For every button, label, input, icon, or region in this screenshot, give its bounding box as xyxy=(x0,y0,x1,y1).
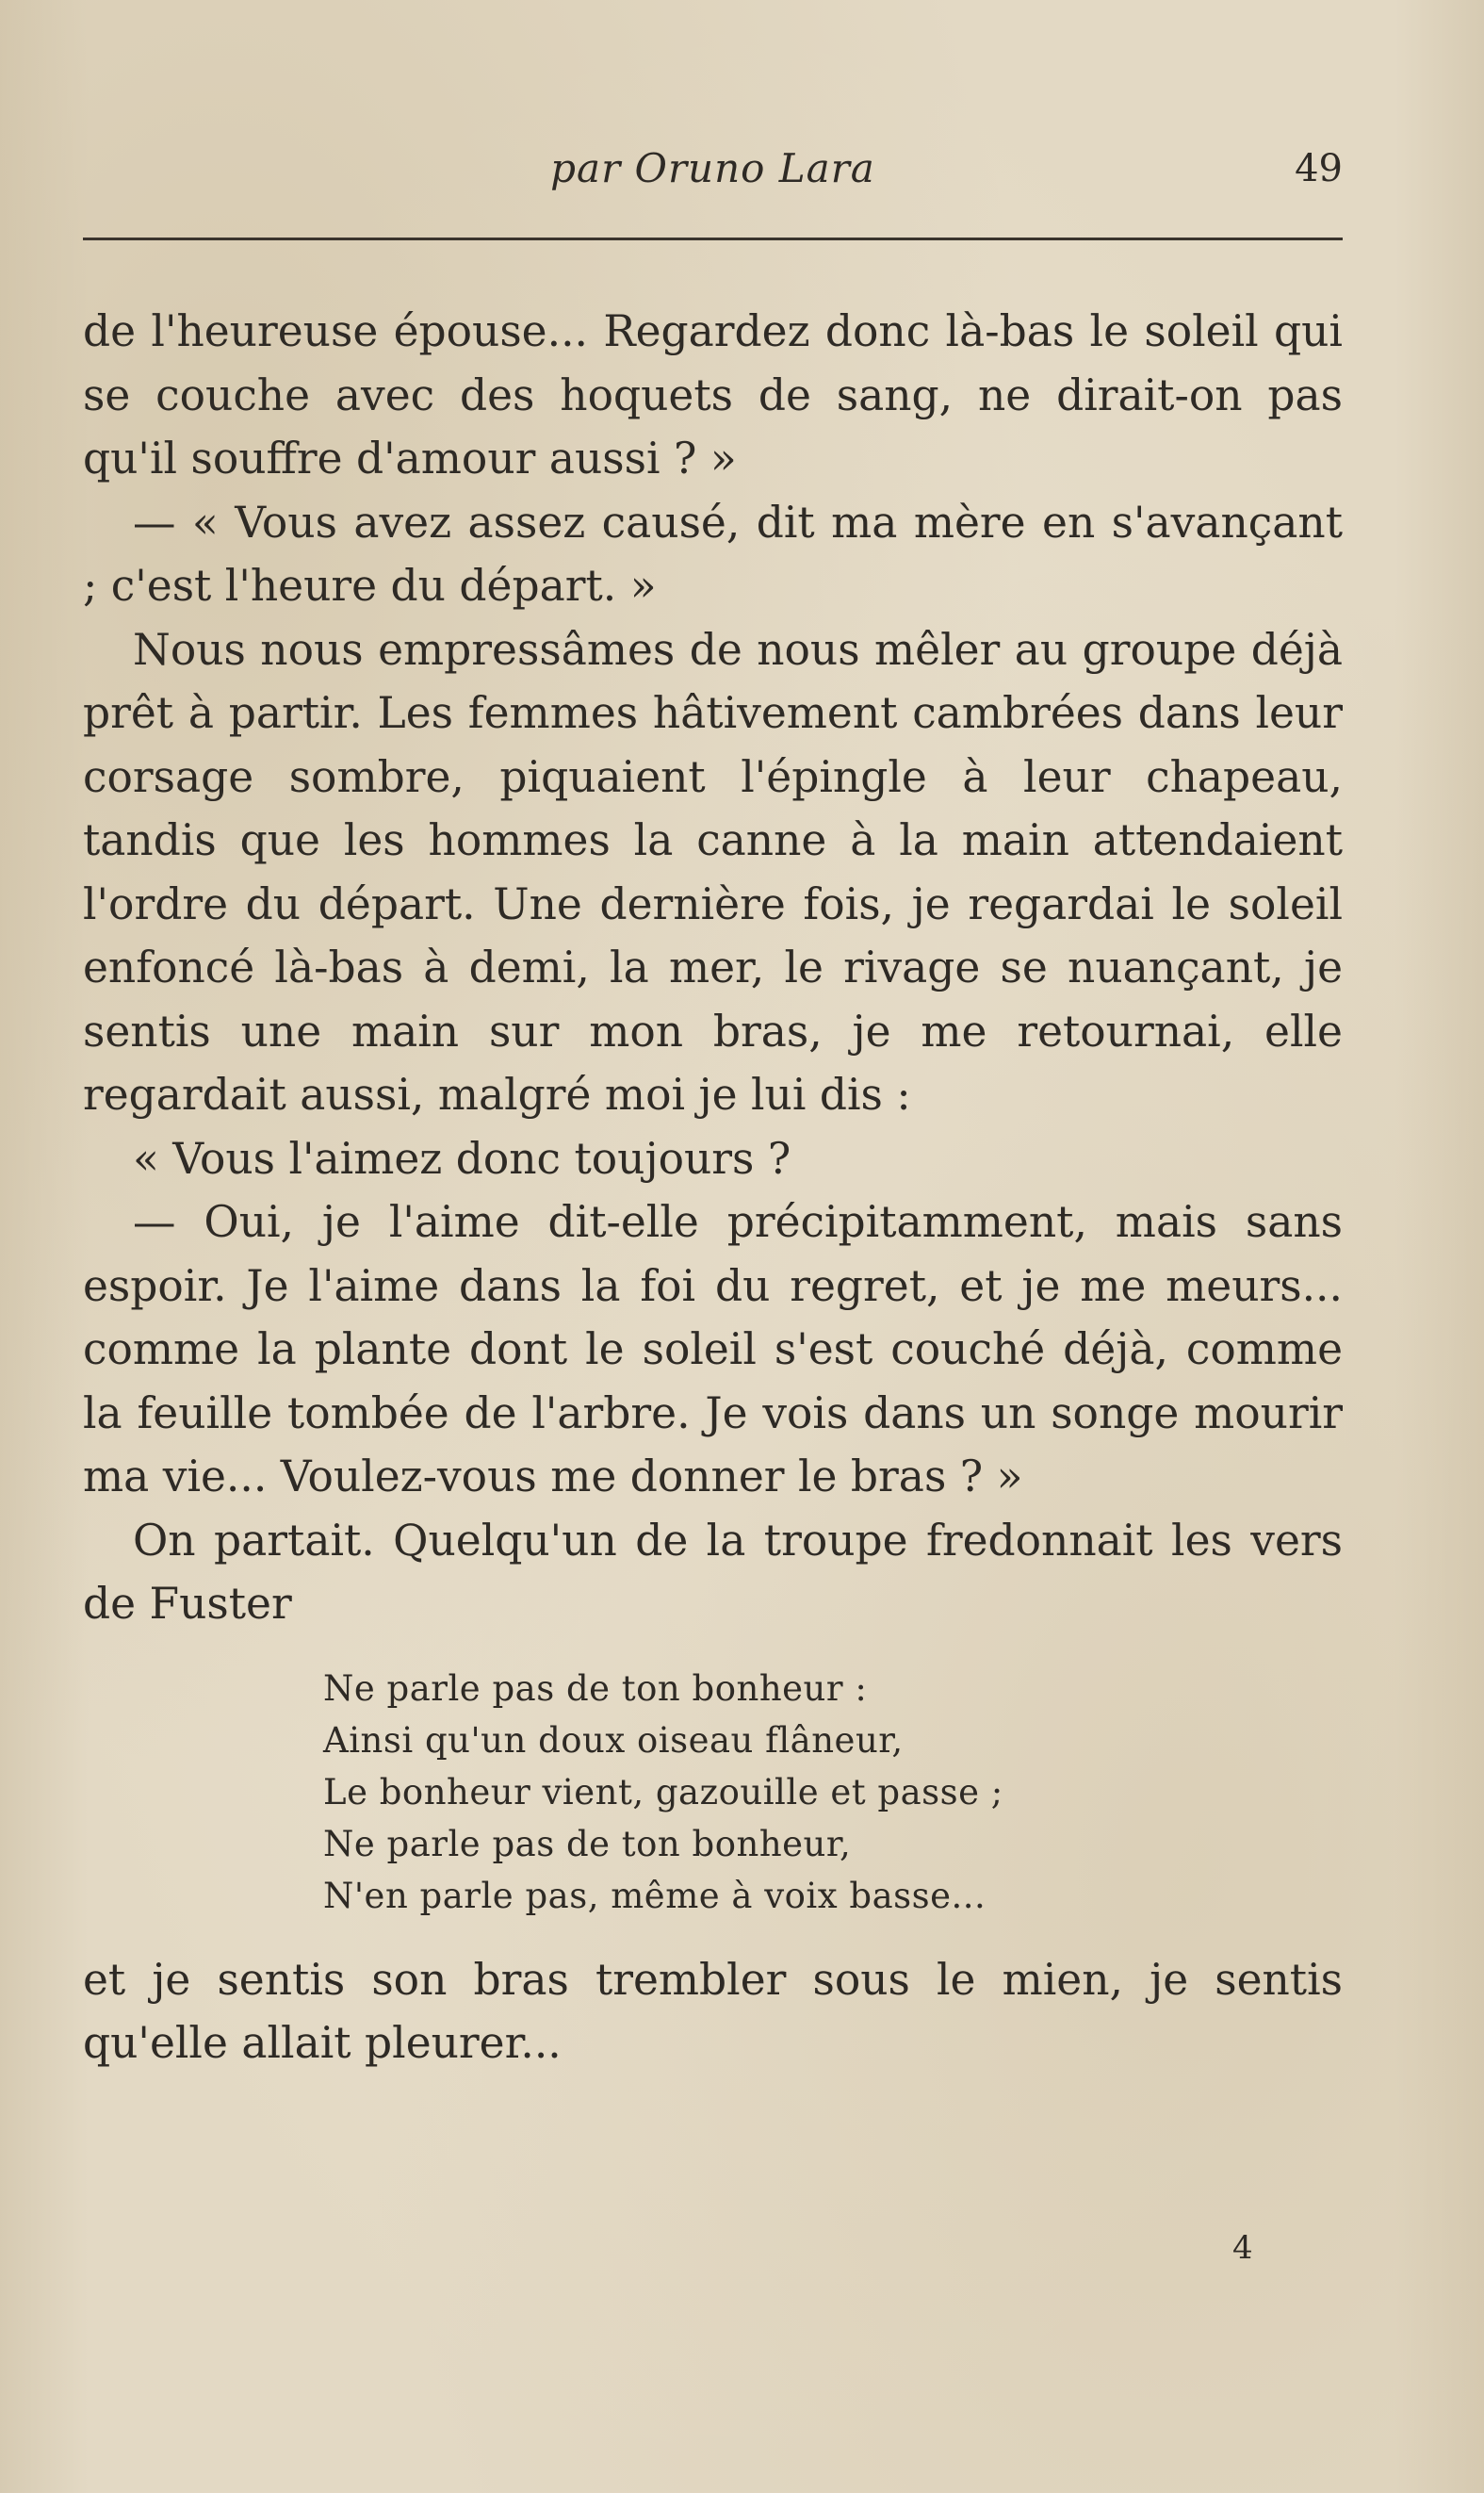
poem-line: Le bonheur vient, gazouille et passe ; xyxy=(323,1771,1003,1812)
running-title: par Oruno Lara xyxy=(550,145,875,191)
paragraph-closing: et je sentis son bras trembler sous le mien, je sentis qu'elle allait pleurer... xyxy=(83,1954,1343,2068)
book-page xyxy=(83,0,1343,2493)
paragraph-question: « Vous l'aimez donc toujours ? xyxy=(133,1133,791,1184)
poem-quotation xyxy=(323,1663,1343,1922)
body-text xyxy=(83,300,1343,2075)
paragraph-continuation: de l'heureuse épouse... Regardez donc là-bas le soleil qui se couche avec des hoquets de sang, ne dirait-on pas qu'il souffre d'amour aussi ? » xyxy=(83,306,1343,484)
paragraph-narrative: Nous nous empressâmes de nous mêler au groupe déjà prêt à partir. Les femmes hâtivement cambrées dans leur corsage sombre, piquaient l'épingle à leur chapeau, tandis que les hommes la canne à la main attendaient l'ordre du départ. Une dernière fois, je regardai le soleil enfoncé là-bas à demi, la mer, le rivage se nuançant, je sentis une main sur mon bras, je me retournai, elle regardait aussi, malgré moi je lui dis : xyxy=(83,624,1343,1120)
poem-line: N'en parle pas, même à voix basse... xyxy=(323,1875,987,1916)
page-number: 49 xyxy=(1295,147,1343,190)
poem-line: Ne parle pas de ton bonheur, xyxy=(323,1823,852,1864)
paragraph-dialogue-mother: — « Vous avez assez causé, dit ma mère en s'avançant ; c'est l'heure du départ. » xyxy=(83,497,1343,611)
paragraph-departure: On partait. Quelqu'un de la troupe fredonnait les vers de Fuster xyxy=(83,1515,1343,1629)
header-rule xyxy=(83,238,1343,240)
poem-line: Ainsi qu'un doux oiseau flâneur, xyxy=(323,1719,904,1761)
paragraph-answer: — Oui, je l'aime dit-elle précipitamment, mais sans espoir. Je l'aime dans la foi du regret, et je me meurs... comme la plante dont le soleil s'est couché déjà, comme la feuille tombée de l'arbre. Je vois dans un songe mourir ma vie... Voulez-vous me donner le bras ? » xyxy=(83,1197,1343,1501)
running-header xyxy=(83,141,1343,207)
signature-mark: 4 xyxy=(1232,2229,1253,2267)
poem-line: Ne parle pas de ton bonheur : xyxy=(323,1667,868,1709)
